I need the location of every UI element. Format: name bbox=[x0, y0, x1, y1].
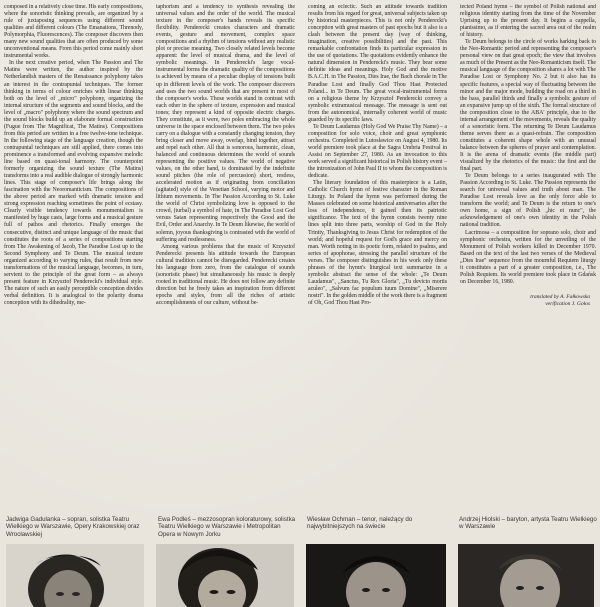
text-columns bbox=[4, 4, 596, 488]
paragraph: Te Deum belongs to a series inaugurated with The Passion According to St. Luke. The Passion represents the search for universal values and truth about man. The Paradise Lost reveals love as the only force able to transform the world; and Te Deum is the return to one's own home, a sign of Polish „hic et nunc", the acknowledgement of one's own identity in the Polish national tradition. bbox=[460, 173, 596, 229]
paragraph: taphorism and a tendency to synthesis revealing the universal values and the order of the world. The musical texture in the composer's hands reveals its specific flexibility. Penderecki creates characters and dramatic events, gesture and movement, complex space compositions and a rhythm of tensions without any realistic plot or precise meaning. Two closely related levels become apparent: the level of musical drama, and the level of symbolic meanings. In Penderecki's large vocal-instrumental forms the dramatic quality of the compositions is achieved by means of a peculiar display of tensions built up in different levels of the work. The composer discovers and uses the two sound worlds that are present in most of the composer's works. Those worlds stand in contrast with each other in the sphere of texture, expression and musical tones; they represent a kind of opposite electric charges. They constitute, as it were, two poles embracing the whole universe in the space enclosed between them. The two poles carry on a dialogue with a constantly changing tension, they bring closer and move away, overlap, bind together, attract and repel each other. All that is sonorous, harmonic, clean, balanced and continuous determines the world of sounds representing the positive values. The world of negative values, on the other hand, is dominated by the indefinite sound pitches (the role of percussion) short, restless, accelerated motion as if originating from conciliation (agitated) style of the Venetian School, varying motor and lithium movements. In The Passion According to St. Luke the world of Christ symbolizing love is opposed to the crowd, (turbal) a symbol of hate, in The Paradise Lost God versus Satan representing respectively the Good and the Evil, Order and Anarchy. In Te Deum likewise, the world of solemn, joyous thanksgiving is contrasted with the world of suffering and restlessness. bbox=[156, 4, 295, 243]
caption-hiolski: Andrzej Hiolski – baryton, artysta Teatru Wielkiego w Warszawie bbox=[459, 516, 597, 531]
text-column-4 bbox=[460, 4, 596, 484]
paragraph: coming an eclectic. Such an attitude towards tradition results from his regard for great, universal subjects taken up by historical masterpieces. This is not only Penderecki's conception with great masters of past epochs but it also is a clash between the present day (way of thinking, imagination, creative possibilities) and the past. This remarkable confrontation finds its particular expression in the use of quotations. The quotations evidently enhance the natural dimension in Penderecki's music. They bear some definite ideas and meanings. Holy God and the motive B.A.C.H. in The Passion, Dies Irae, the Bach chorale in The Paradise Lost and finally God Thou Hast Protected Poland... in Te Deum. The great vocal-instrumental forms on a religious theme by Krzysztof Penderecki convey a symbolic extramusical message. The message is sent out from the autonomical, internally coherent world of music guarded by its specific laws. bbox=[308, 4, 447, 123]
text-column-3 bbox=[308, 4, 447, 484]
paragraph: The literary foundation of this masterpiece is a Latin, Catholic Church hymn of festive character in the Roman Liturgy. In Poland the hymn was performed during the Masses celebrated on some historical anniversaries after the loss of independence, it gained then its patriotic significance. The text of the hymn consists twenty nine lines split into three parts, worship of God in the Holy Trinity, Thanksgiving to Jesus Christ for redemption of the world; and hopeful request for God's grace and mercy on man. Worth noting in its poetic form, related to psalms, and series of apophorae, stressing the parallel structure of the verses. The composer distinguishes in his work only these phrases of the hymn's liturgical text summarize in a symbolic abstract the sense of the whole: „Te Deum Laudamus", „Sanctus, Tu Rex Gloria", „Tu devicto mortis aculeo", „Salvum fac populum tuum Domine", „Miserere nostri". In the golden middle of the work there is a fragment of Oh, God Thou Hast Pro- bbox=[308, 180, 447, 306]
photo-captions bbox=[0, 516, 600, 544]
paragraph: tected Poland hymn – the symbol of Polish national and religious identity starting from the time of the November Uprising up to the present day. It begins a cappella, pianissimo, as if entering the sacred area out of the realm of history. bbox=[460, 4, 596, 39]
translator-credit: translated by A. Fałkowska bbox=[530, 293, 590, 300]
portrait-row bbox=[0, 544, 600, 607]
text-column-2 bbox=[156, 4, 295, 484]
caption-gadulanka: Jadwiga Gadulanka – sopran, solistka Teatru Wielkiego w Warszawie, Opery Krakowskiej oraz Wrocławskiej bbox=[6, 516, 140, 538]
paragraph: composed in a relatively close time. His early compositions, where the sonoristic thinking prevails, are organized by a rule of juxtaposing sequences using different sound qualities and different colours (The Emanations, Threnody, Polymorphia, Fluorescences). The composer discovers then many new sound qualities that are often produced by some unconventional means. From this period come mainly short instrumental works. bbox=[4, 4, 143, 60]
verification-credit: verification J. Gołos bbox=[545, 300, 590, 307]
paragraph: Among various problems that the music of Krzysztof Penderecki presents his attitude towards the European cultural tradition cannot be disregarded. Penderecki creates his language from zero, from the catalogue of sounds (sonoristic phase) but simultaneously his music is deeply rooted in traditional music. He does not follow any definite direction but he freely takes an inspiration from different epochs and styles, from all the riches of artistic accomplishments of our culture, without be- bbox=[156, 243, 295, 306]
translation-credits bbox=[460, 294, 596, 308]
portrait-gadulanka bbox=[6, 544, 144, 607]
portrait-ochman bbox=[306, 544, 446, 607]
portrait-hiolski bbox=[458, 544, 594, 607]
paragraph: In the next creative period, when The Passion and The Matins were written, the author inspired by the Netherlandish masters of the Renaissance polyphony takes an interest in the contrapuntal techniques. The former thinking in terms of colour enriches with linear thinking both on the level of „micro" polyphony, organizing the internal structure of the segments and sound blocks, and the level of „macro" polyphony where the sound spectrum and the sound blocks build up an elaborate formal construction (Fugue from The Magnificat, The Matins). Compositions from this period are written in a free twelve-tone technique. In the following stage of the language creation, though the contrapuntal techniques are still applied, there comes into prominence a transformed and evolving expansive melodic line based on quasi-tonal harmony. The counterpoint formerly organizing the sound texture (The Matins) transforms into a real audible dialogue of strongly harmonic lines. This stage of composer's life brings along the fascination with the Neoromanticism. The compositions of the above period are marked with dramatic tension and strong expression reaching sometimes the point of ecstasy. Clearly visible tendency towards monumentalism is manifested by huge casts, large forms and a musical gesture full of pathos and rhetorics. Finally emerges the consecutive, distinct and unique language of the music that constitutes the roots of a series of compositions starting from The Awakening of Jacob, The Paradise Lost up to the Second Symphony and Te Deum. The musical texture organized according to varying rules, that result from new transformations of the musical language, becomes, in turn, servient to the principle of the great form – as always present feature in Krzysztof Penderecki's individual style. The nature of such an easily perceptible conception divides verbal definition. It is analogical to the polarity drama conception with its dihedrality, me- bbox=[4, 60, 143, 306]
text-column-1 bbox=[4, 4, 143, 484]
paragraph: Lacrimosa – a composition for soprano solo, choir and symphonic orchestra, written for the unveiling of the Monument of Polish workers killed in December 1970. Based on the text of the last two verses of the Medieval „Dies Irae" sequence from the mournful Requiem liturgy it constitutes a part of a greater composition, i.e., The Polish Requiem. Its world premiere took place in Gdańsk on December 16, 1980. bbox=[460, 229, 596, 285]
te-deum-paragraph: Te Deum Laudamus (Holy God We Praise Thy Name) – a composition for solo voice, choir and great symphonic orchestra. Completed in Lutosławice on August 4, 1980. Its world premiere took place at the Sagra Umbria Festival in Assisi on September 27, 1980. As an invocation to this work served a significant historical in Polish history event – the intronization of John Paul II to whom the composition is dedicate. bbox=[308, 123, 447, 180]
paragraph: Te Deum belongs to the circle of works harking back to the Neo-Romantic period and representing the composer's personal view on that great epoch; the view that involves as much of the Present as the Neo-Romanticism itself. The musical language of the composition shares a lot with The Paradise Lost or Symphony No. 2 but it also has its specific features, a special way of fluctuating between the minor and the major mode, building the road on a third in the bass, parallel thirds and finally a symbolic gesture of an expansive jump up of the sixth. The formal structure of the composition close to the ABA' principle, due to the internal arrangement of the movements, reveals the quality of a sonoristic form. The returning Te Deum Laudamus theme serves there as a quasi-refrain. The composition constitutes a coherent shape whole with an unusual balance between the spheres of prayer and contemplation. It is the arena of dramatic events (the middle part) visualized by the rhetorics of the music: the first and the final part. bbox=[460, 39, 596, 173]
caption-ochman: Wiesław Ochman – tenor, należący do najwybitniejszych na świecie bbox=[307, 516, 413, 531]
portrait-podles bbox=[156, 544, 294, 607]
caption-podles: Ewa Podleś – mezzosopran koloraturowy, solistka Teatru Wielkiego w Warszawie i Metropolitan Opera w Nowym Jorku bbox=[158, 516, 296, 538]
